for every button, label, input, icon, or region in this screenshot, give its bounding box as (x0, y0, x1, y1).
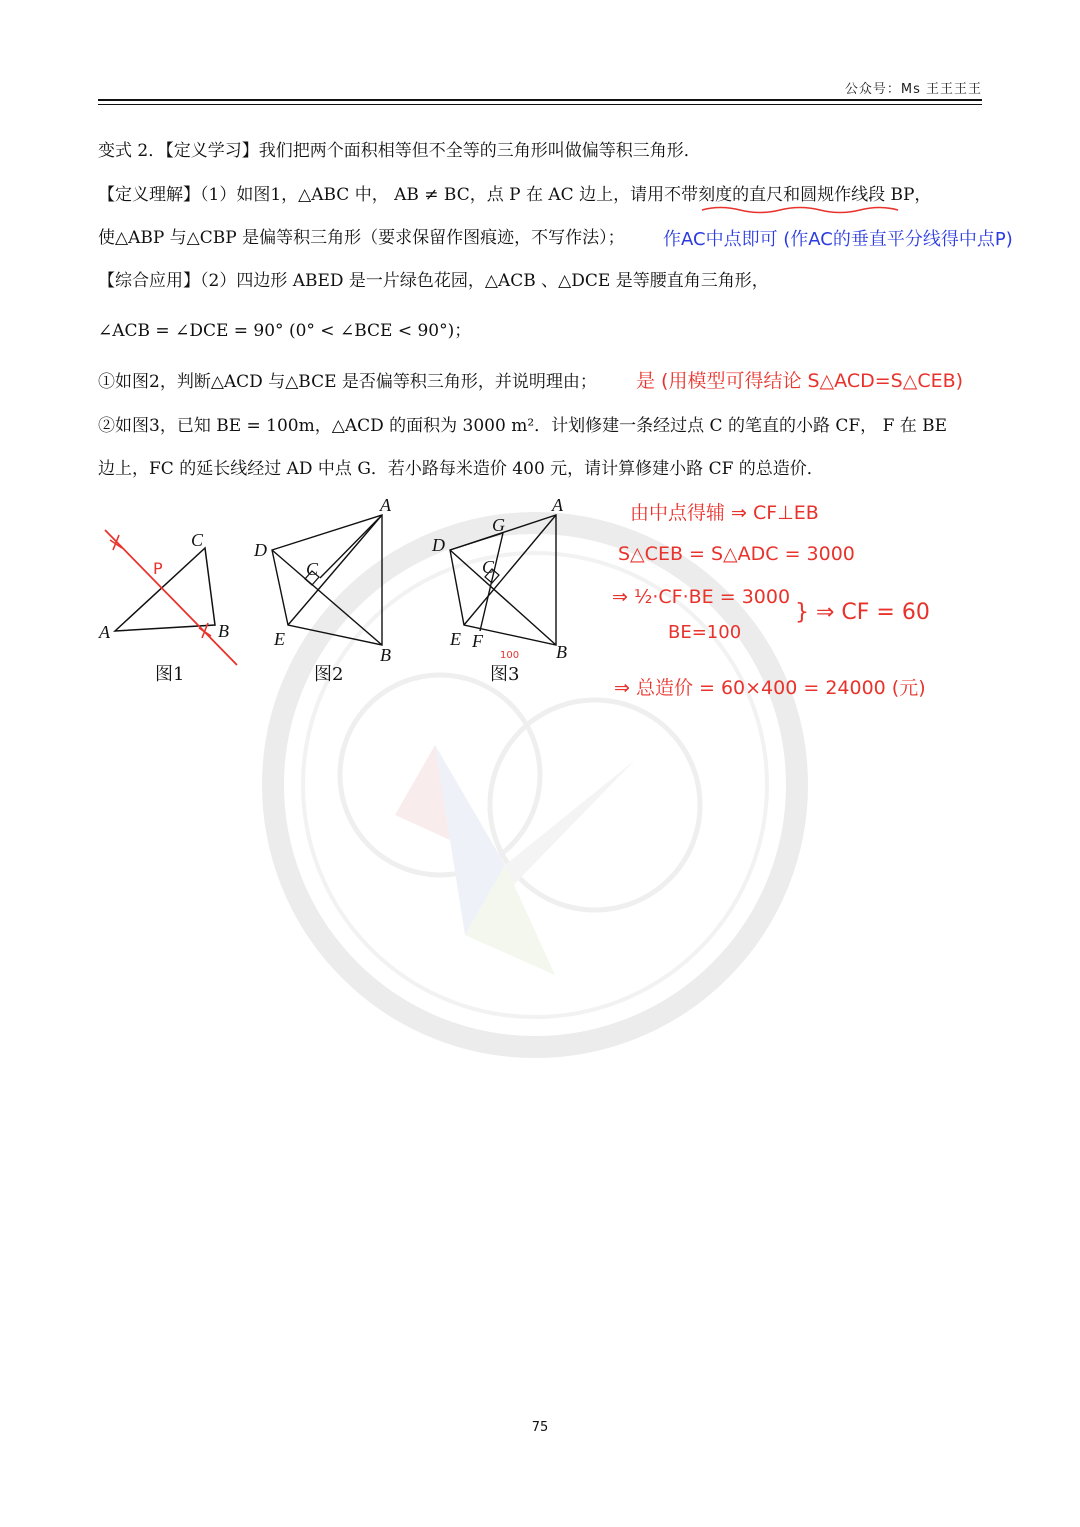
problem-line-6: ①如图2，判断△ACD 与△BCE 是否偏等积三角形，并说明理由； (98, 372, 597, 392)
problem-line-3: 使△ABP 与△CBP 是偏等积三角形（要求保留作图痕迹，不写作法）； (98, 228, 625, 248)
fig2-label-b: B (380, 645, 391, 665)
page-number: 75 (531, 1420, 549, 1435)
handwritten-underline (700, 204, 900, 216)
fig2-caption: 图2 (314, 664, 344, 685)
figure-1 (95, 520, 255, 670)
fig2-label-e: E (274, 629, 285, 649)
fig1-label-p: P (153, 559, 163, 578)
fig3-caption: 图3 (490, 664, 520, 685)
handwritten-answer-2: 是 (用模型可得结论 S△ACD=S△CEB) (636, 370, 964, 392)
fig2-label-c: C (306, 559, 319, 579)
fig3-handwritten-100: 100 (500, 650, 520, 661)
fig3-label-a: A (552, 495, 563, 515)
problem-line-4: 【综合应用】（2）四边形 ABED 是一片绿色花园，△ACB 、△DCE 是等腰直角三角形， (98, 271, 769, 291)
problem-line-2: 【定义理解】（1）如图1，△ABC 中， AB ≠ BC，点 P 在 AC 边上，请用不带刻度的直尺和圆规作线段 BP， (98, 185, 932, 205)
fig1-label-a: A (99, 622, 110, 642)
fig3-label-c: C (482, 557, 495, 577)
header-rule-thick (98, 99, 982, 101)
fig3-label-d: D (432, 535, 445, 555)
fig1-caption: 图1 (155, 664, 185, 685)
solution-line-2: S△CEB = S△ADC = 3000 (618, 543, 855, 565)
solution-line-4: BE=100 (668, 622, 742, 643)
header-rule-thin (98, 104, 982, 105)
figure-2 (250, 495, 410, 665)
solution-line-1: 由中点得辅 ⇒ CF⊥EB (630, 502, 819, 524)
fig2-label-d: D (254, 540, 267, 560)
solution-line-6: ⇒ 总造价 = 60×400 = 24000 (元) (614, 677, 926, 699)
fig2-label-a: A (380, 495, 391, 515)
fig1-label-b: B (218, 621, 229, 641)
fig3-label-e: E (450, 629, 461, 649)
fig1-label-c: C (191, 530, 204, 550)
solution-line-3: ⇒ ½·CF·BE = 3000 (612, 586, 791, 608)
handwritten-answer-1: 作AC中点即可 (作AC的垂直平分线得中点P) (663, 229, 1013, 250)
fig3-label-g: G (492, 515, 505, 535)
problem-line-8: 边上，FC 的延长线经过 AD 中点 G．若小路每米造价 400 元，请计算修建小路 CF 的总造价． (98, 459, 824, 479)
solution-line-5: } ⇒ CF = 60 (795, 600, 930, 625)
fig3-label-b: B (556, 642, 567, 662)
fig3-label-f: F (472, 631, 483, 651)
page-header: 公众号：Ms 王王王王 (844, 82, 982, 97)
problem-line-5: ∠ACB = ∠DCE = 90° (0° < ∠BCE < 90°)； (98, 321, 472, 341)
figure-3 (428, 495, 588, 670)
problem-line-7: ②如图3，已知 BE = 100m，△ACD 的面积为 3000 m²．计划修建一条经过点 C 的笔直的小路 CF， F 在 BE (98, 416, 948, 436)
problem-line-1: 变式 2．【定义学习】我们把两个面积相等但不全等的三角形叫做偏等积三角形． (98, 141, 701, 161)
